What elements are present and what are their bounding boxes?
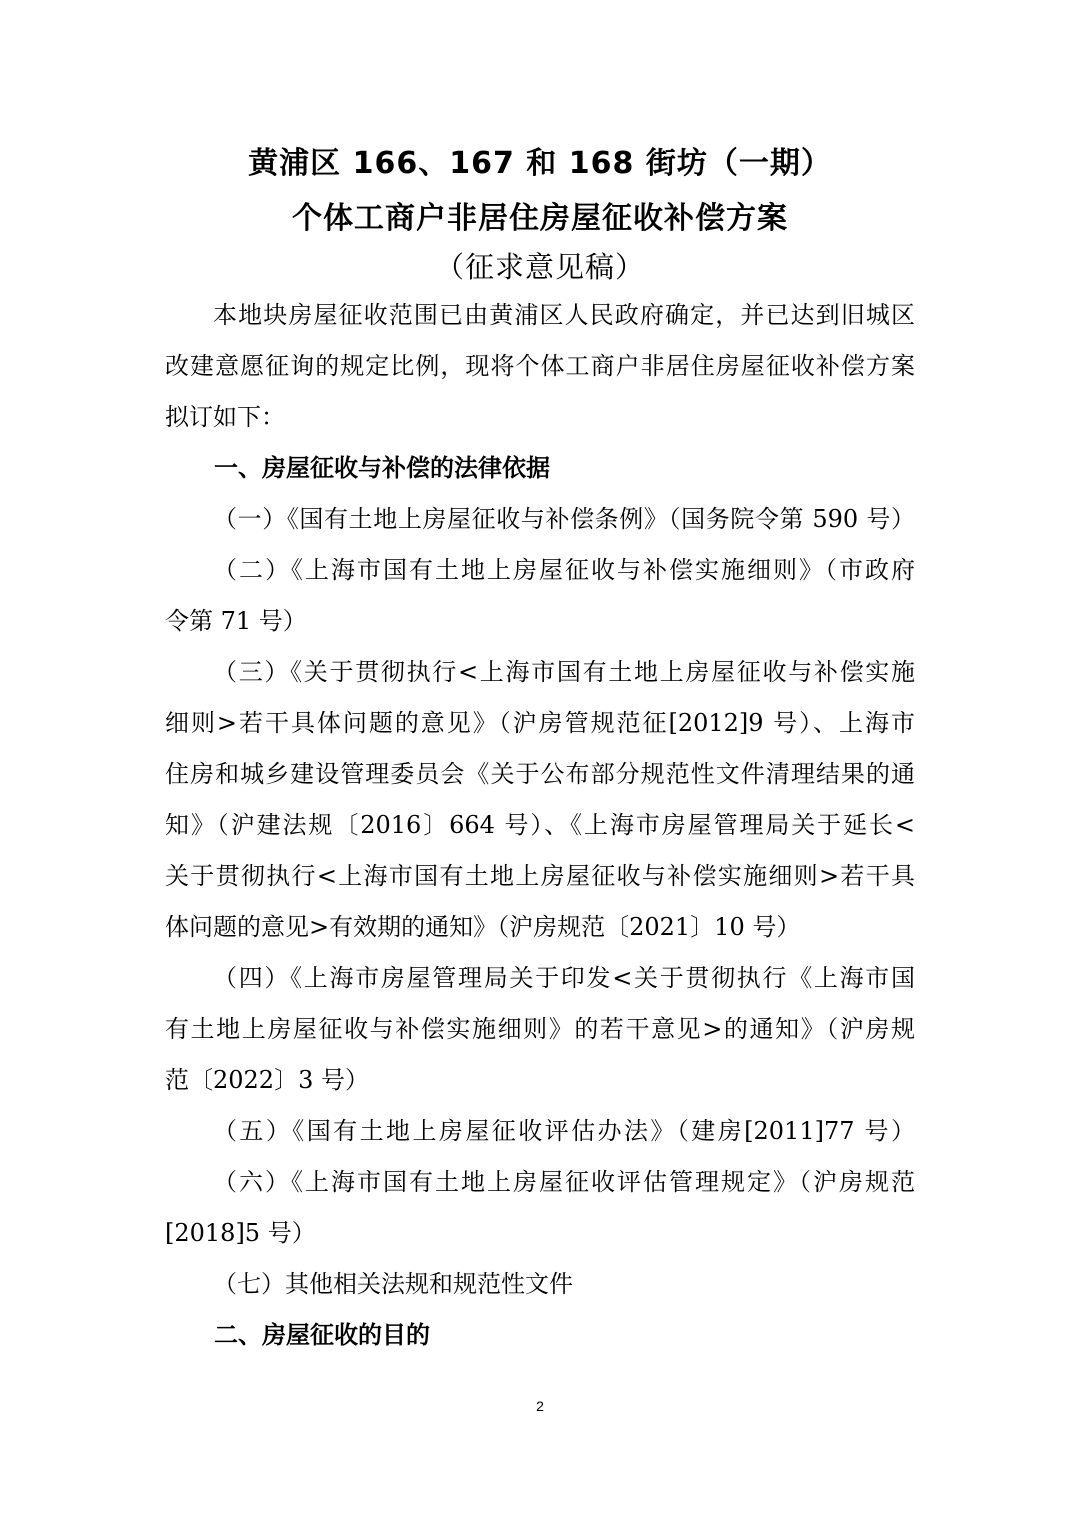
section-heading-2: 二、房屋征收的目的 — [214, 1321, 430, 1349]
legal-basis-item-2-cont: 令第 71 号） — [165, 607, 307, 635]
document-subtitle: （征求意见稿） — [434, 250, 645, 284]
intro-line: 拟订如下： — [165, 403, 285, 431]
intro-line: 本地块房屋征收范围已由黄浦区人民政府确定，并已达到旧城区 — [213, 301, 915, 329]
legal-basis-item-4-cont: 有土地上房屋征收与补偿实施细则》的若干意见>的通知》（沪房规 — [165, 1015, 915, 1043]
legal-basis-item-4-cont: 范〔2022〕3 号） — [165, 1066, 369, 1094]
page-number: 2 — [536, 1398, 544, 1414]
legal-basis-item-3-cont: 住房和城乡建设管理委员会《关于公布部分规范性文件清理结果的通 — [165, 760, 915, 788]
legal-basis-item-3-cont: 细则>若干具体问题的意见》（沪房管规范征[2012]9 号）、上海市 — [165, 709, 915, 737]
legal-basis-item-6-cont: [2018]5 号） — [165, 1219, 316, 1247]
legal-basis-item-3-cont: 关于贯彻执行<上海市国有土地上房屋征收与补偿实施细则>若干具 — [165, 862, 915, 890]
legal-basis-item-4: （四）《上海市房屋管理局关于印发<关于贯彻执行《上海市国 — [213, 964, 915, 992]
intro-line: 改建意愿征询的规定比例，现将个体工商户非居住房屋征收补偿方案 — [165, 352, 915, 380]
section-heading-1: 一、房屋征收与补偿的法律依据 — [214, 454, 550, 482]
legal-basis-item-1: （一）《国有土地上房屋征收与补偿条例》（国务院令第 590 号） — [213, 505, 915, 533]
legal-basis-item-6: （六）《上海市国有土地上房屋征收评估管理规定》（沪房规范 — [213, 1168, 915, 1196]
legal-basis-item-7: （七）其他相关法规和规范性文件 — [213, 1270, 573, 1298]
legal-basis-item-5: （五）《国有土地上房屋征收评估办法》（建房[2011]77 号） — [213, 1117, 915, 1145]
document-title-line-1: 黄浦区 166、167 和 168 街坊（一期） — [248, 146, 832, 181]
legal-basis-item-3-cont: 知》（沪建法规〔2016〕664 号）、《上海市房屋管理局关于延长< — [165, 811, 915, 839]
legal-basis-item-3-cont: 体问题的意见>有效期的通知》（沪房规范〔2021〕10 号） — [165, 913, 801, 941]
legal-basis-item-3: （三）《关于贯彻执行<上海市国有土地上房屋征收与补偿实施 — [213, 658, 915, 686]
legal-basis-item-2: （二）《上海市国有土地上房屋征收与补偿实施细则》（市政府 — [213, 556, 915, 584]
document-title-line-2: 个体工商户非居住房屋征收补偿方案 — [292, 201, 788, 236]
